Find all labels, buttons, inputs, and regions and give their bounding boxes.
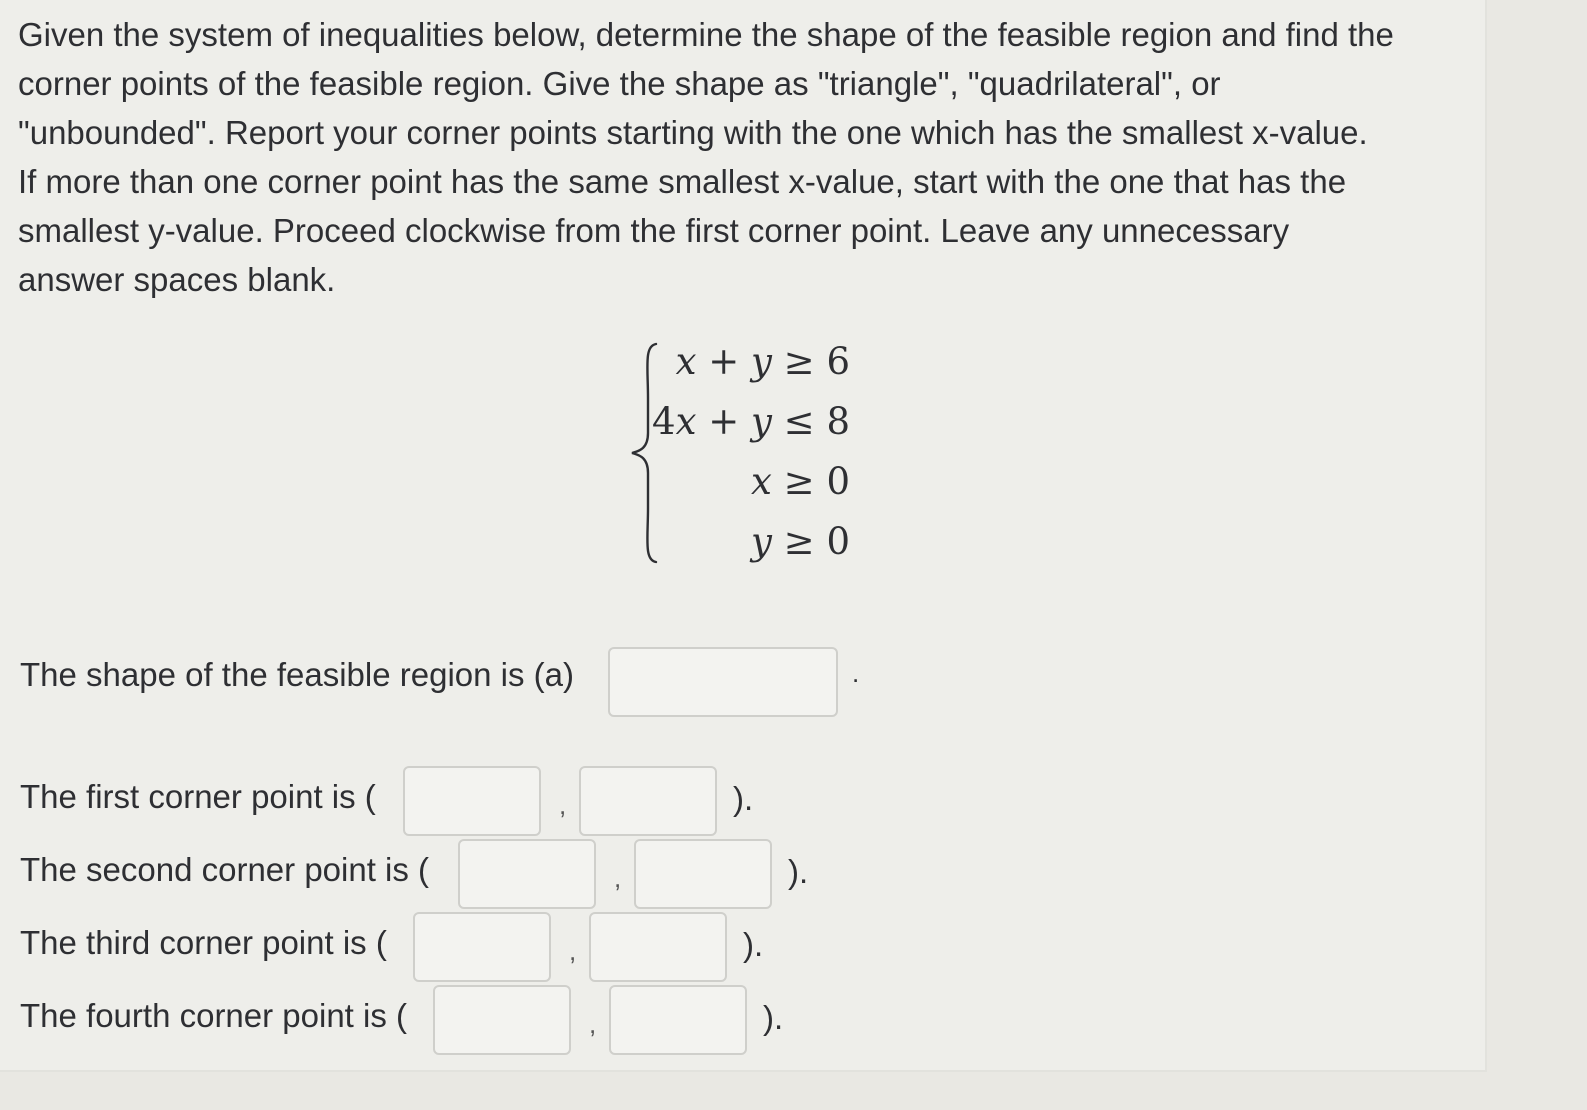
corner-1-x-input[interactable]: [403, 766, 541, 836]
coefficient: 4: [652, 400, 676, 443]
constant: 0: [826, 460, 850, 503]
variable: x: [675, 400, 697, 443]
instruction-line: answer spaces blank.: [18, 261, 336, 298]
closing-paren: ).: [788, 853, 809, 890]
corner-1-y-input[interactable]: [579, 766, 717, 836]
shape-terminator: .: [852, 658, 860, 688]
constant: 0: [826, 520, 850, 563]
closing-paren: ).: [763, 999, 784, 1036]
left-brace-icon: [628, 338, 664, 568]
corner-point-label-1: The first corner point is (: [20, 778, 376, 815]
comma-separator: ,: [589, 1009, 597, 1039]
instruction-line: Given the system of inequalities below, determine the shape of the feasible region and find the: [18, 16, 1394, 53]
inequality-4: [751, 520, 850, 563]
operator: +: [708, 400, 740, 443]
corner-3-y-input[interactable]: [589, 912, 727, 982]
inequality-system: [628, 338, 868, 568]
comma-separator: ,: [569, 936, 577, 966]
shape-answer-input[interactable]: [608, 647, 838, 717]
closing-paren: ).: [733, 780, 754, 817]
instruction-line: "unbounded". Report your corner points starting with the one which has the smallest x-value.: [18, 114, 1368, 151]
comma-separator: ,: [559, 790, 567, 820]
inequality-1: [676, 340, 850, 383]
variable: y: [751, 340, 772, 383]
corner-4-x-input[interactable]: [433, 985, 571, 1055]
relation: ≥: [783, 520, 815, 563]
corner-3-x-input[interactable]: [413, 912, 551, 982]
constant: 8: [826, 400, 850, 443]
variable: x: [751, 460, 772, 503]
instruction-line: If more than one corner point has the same smallest x-value, start with the one that has the: [18, 163, 1347, 200]
constant: 6: [826, 340, 850, 383]
question-instructions: [18, 10, 1488, 304]
variable: x: [675, 340, 697, 383]
comma-separator: ,: [614, 863, 622, 893]
variable: y: [751, 400, 772, 443]
variable: y: [751, 520, 772, 563]
corner-point-label-2: The second corner point is (: [20, 851, 430, 888]
relation: ≥: [783, 460, 815, 503]
corner-point-label-4: The fourth corner point is (: [20, 997, 408, 1034]
inequality-3: [751, 460, 850, 503]
corner-2-y-input[interactable]: [634, 839, 772, 909]
shape-question-label: The shape of the feasible region is (a): [20, 656, 574, 693]
operator: +: [708, 340, 740, 383]
relation: ≥: [783, 340, 815, 383]
corner-2-x-input[interactable]: [458, 839, 596, 909]
closing-paren: ).: [743, 926, 764, 963]
instruction-line: corner points of the feasible region. Give the shape as "triangle", "quadrilateral", or: [18, 65, 1221, 102]
inequality-2: [652, 400, 850, 443]
corner-4-y-input[interactable]: [609, 985, 747, 1055]
relation: ≤: [783, 400, 815, 443]
corner-point-label-3: The third corner point is (: [20, 924, 387, 961]
instruction-line: smallest y-value. Proceed clockwise from the first corner point. Leave any unnecessary: [18, 212, 1290, 249]
